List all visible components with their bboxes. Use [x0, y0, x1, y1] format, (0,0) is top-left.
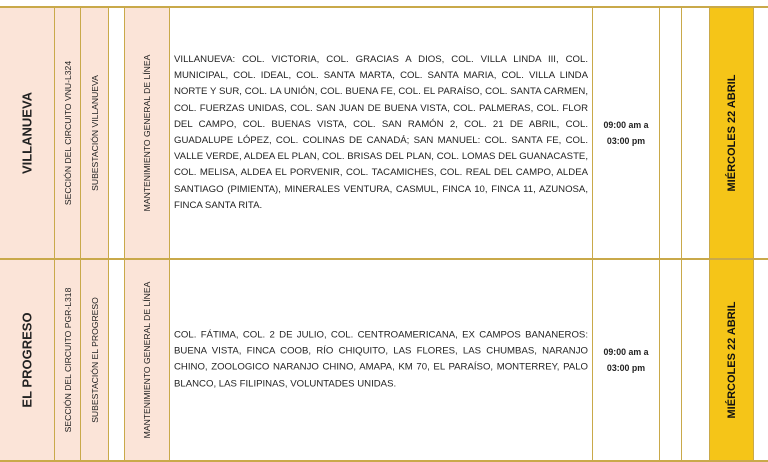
blank-cell: [660, 260, 682, 460]
outage-date: MIÉRCOLES 22 ABRIL: [725, 74, 738, 192]
substation: SUBESTACIÓN EL PROGRESO: [89, 297, 100, 423]
work-type: MANTENIMIENTO GENERAL DE LÍNEA: [142, 54, 152, 212]
work-type-cell: [125, 8, 170, 258]
work-type: MANTENIMIENTO GENERAL DE LÍNEA: [142, 281, 152, 439]
date-cell: [710, 260, 754, 460]
affected-areas-cell: [170, 260, 593, 460]
time-end: 03:00 pm: [606, 363, 646, 373]
circuit-section-cell: [55, 260, 81, 460]
substation-cell: [81, 260, 109, 460]
blank-cell: [660, 8, 682, 258]
outage-date: MIÉRCOLES 22 ABRIL: [725, 301, 738, 419]
blank-cell: [682, 8, 710, 258]
time-cell: [593, 8, 660, 258]
circuit-section-cell: [55, 8, 81, 258]
time-range: [593, 344, 659, 376]
zone-name: VILLANUEVA: [19, 91, 35, 175]
circuit-section: SECCIÓN DEL CIRCUITO PGR-L318: [62, 287, 73, 433]
blank-cell: [754, 8, 768, 258]
substation-cell: [81, 8, 109, 258]
affected-areas: VILLANUEVA: COL. VICTORIA, COL. GRACIAS A DIOS, COL. VILLA LINDA III, COL. MUNICIPAL, COL. IDEAL, COL. SANTA MARTA, COL. SANTA MARIA, COL. VILLA LINDA NORTE Y SUR, COL. LA UNIÓN, COL. BUENA FE, COL. EL PARAÍSO, COL. SANTA CARMEN, COL. FUERZAS UNIDAS, COL. SAN JUAN DE BUENA VISTA, COL. PALMERAS, COL. FLOR DEL CAMPO, COL. BUENAS VISTA, COL. SAN RAMÓN 2, COL. 21 DE ABRIL, COL. GUADALUPE LÓPEZ, COL. COLINAS DE CANADÁ; SAN MANUEL: COL. SANTA FE, COL. VALLE VERDE, ALDEA EL PLAN, COL. BRISAS DEL PLAN, COL. LOMAS DEL GUANACASTE, COL. MELISA, ALDEA EL PORVENIR, COL. TACAMICHES, COL. REAL DEL CAMPO, ALDEA SANTIAGO (PIMIENTA), MINERALES VENTURA, CASMUL, FINCA 10, FINCA 11, AZUNOSA, FINCA SANTA RITA.: [174, 53, 588, 211]
blank-cell: [754, 260, 768, 460]
date-cell: [710, 8, 754, 258]
time-range: [593, 117, 659, 149]
table-row: [0, 258, 768, 462]
time-cell: [593, 260, 660, 460]
substation: SUBESTACIÓN VILLANUEVA: [89, 75, 100, 191]
blank-cell: [109, 8, 125, 258]
work-type-cell: [125, 260, 170, 460]
table-row: [0, 6, 768, 258]
zone-cell: [0, 260, 55, 460]
circuit-section: SECCIÓN DEL CIRCUITO VNU-L324: [62, 60, 73, 206]
affected-areas-cell: [170, 8, 593, 258]
zone-cell: [0, 8, 55, 258]
blank-cell: [109, 260, 125, 460]
affected-areas: COL. FÁTIMA, COL. 2 DE JULIO, COL. CENTROAMERICANA, EX CAMPOS BANANEROS: BUENA VISTA, FINCA COOB, RÍO CHIQUITO, LAS FLORES, LAS CHUMBAS, NARANJO CHINO, ZOOLOGICO NARANJO CHINO, AMAPA, KM 70, EL PARAÍSO, MONTERREY, PALO BLANCO, LAS FILIPINAS, VOLUNTADES UNIDAS.: [174, 329, 588, 390]
time-start: 09:00 am a: [603, 347, 649, 357]
time-end: 03:00 pm: [606, 136, 646, 146]
time-start: 09:00 am a: [603, 120, 649, 130]
blank-cell: [682, 260, 710, 460]
zone-name: EL PROGRESO: [19, 312, 35, 408]
